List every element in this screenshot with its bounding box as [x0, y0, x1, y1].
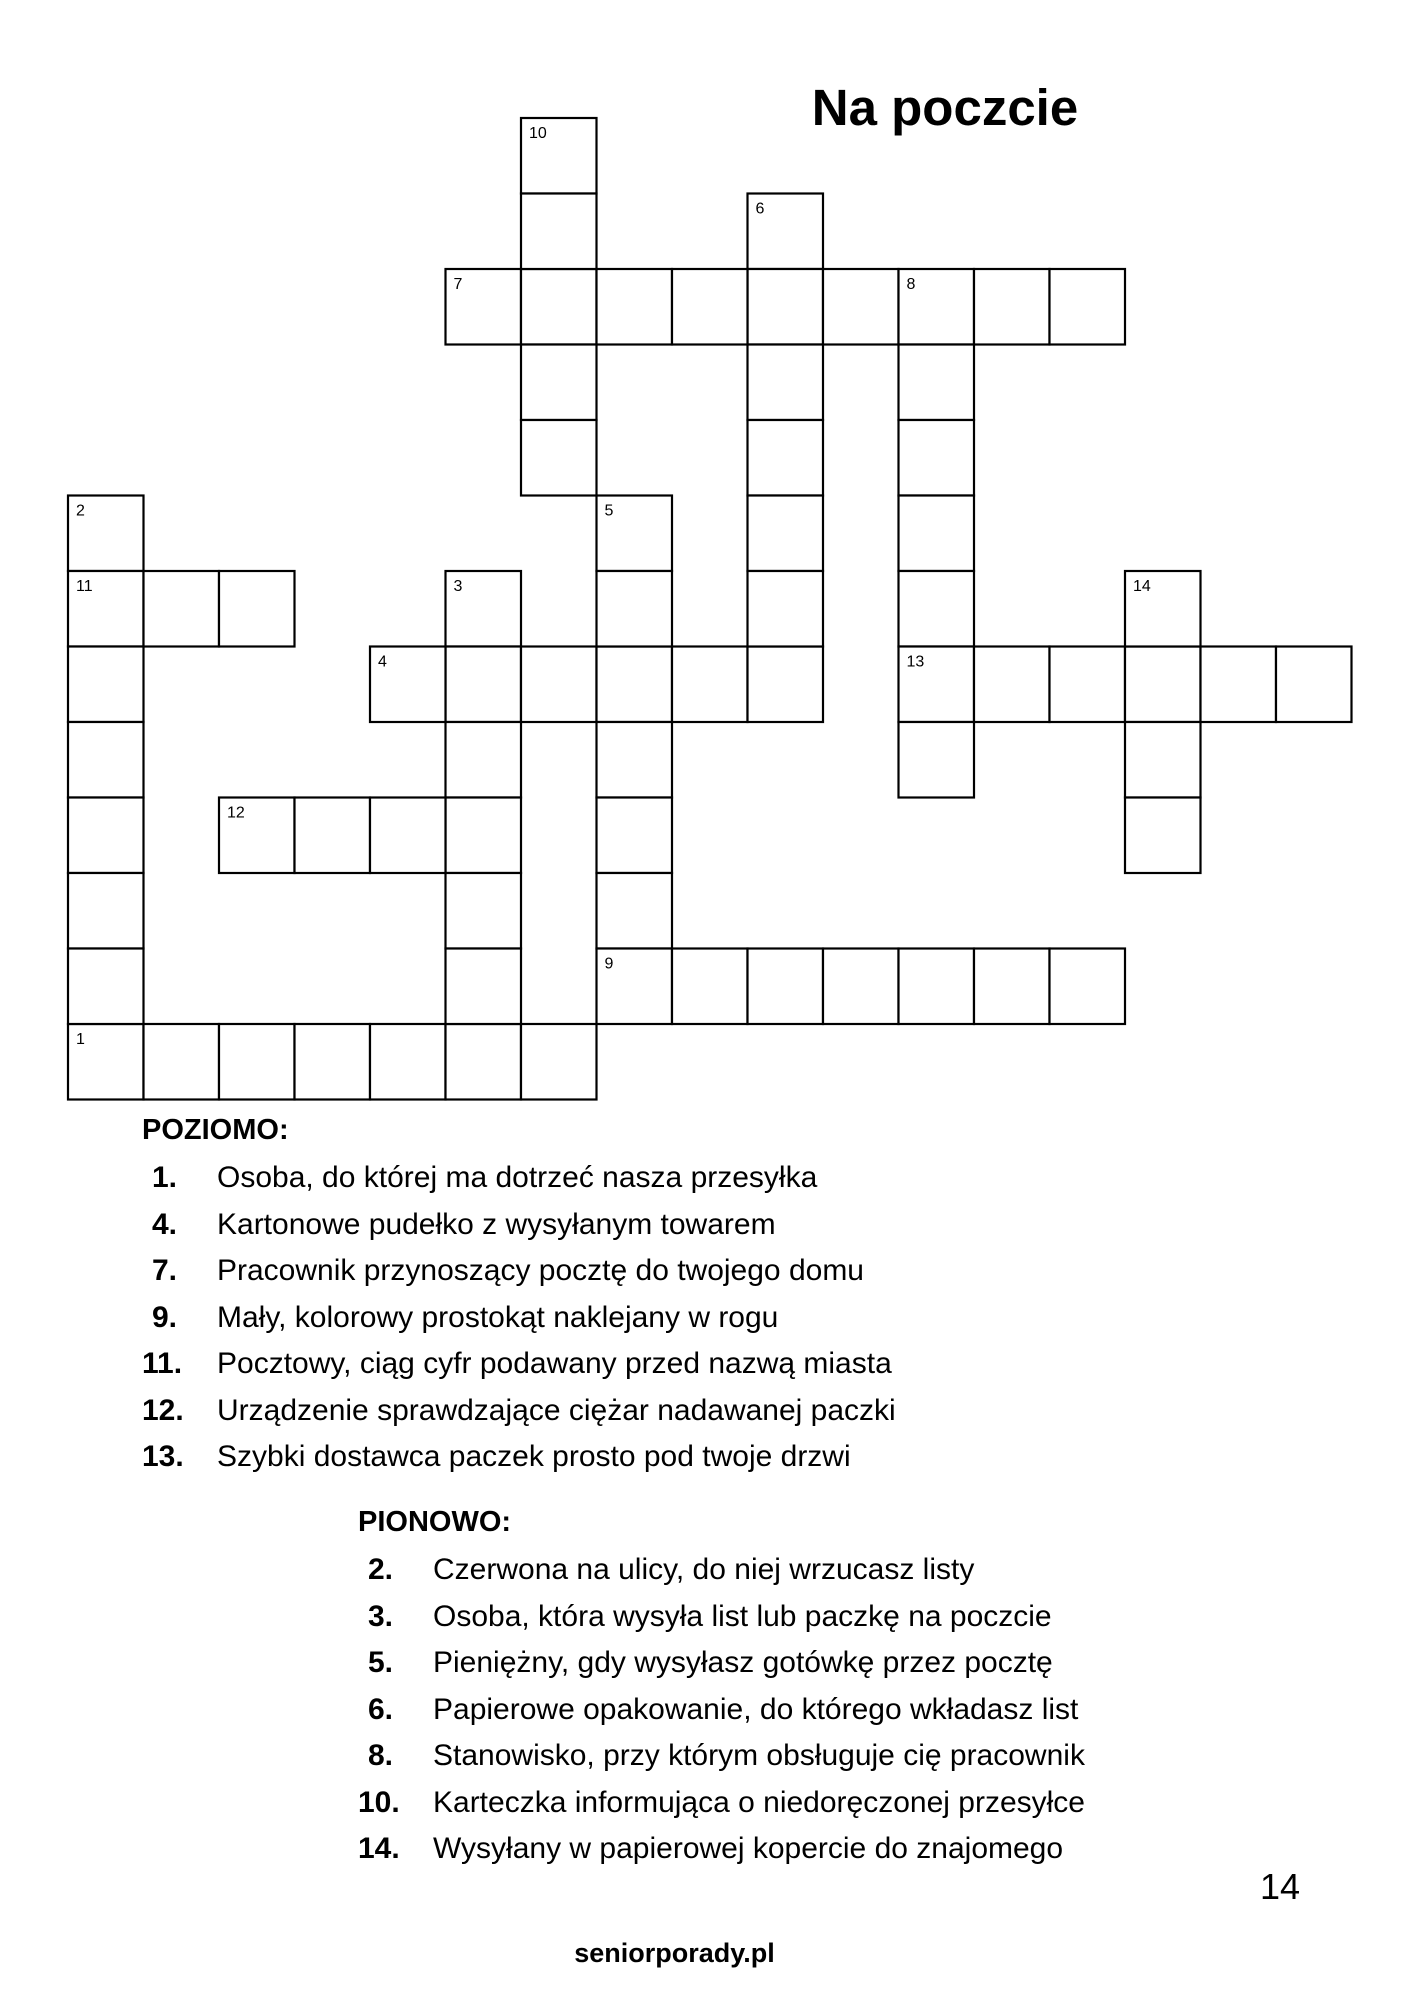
crossword-clue-number: 12	[227, 804, 245, 822]
down-clue-list	[358, 1547, 1085, 1873]
crossword-cell[interactable]	[899, 949, 975, 1025]
clue-item	[358, 1826, 1085, 1873]
clue-text: Karteczka informująca o niedoręczonej przesyłce	[433, 1785, 1085, 1819]
crossword-cell[interactable]	[521, 1024, 597, 1100]
crossword-clue-number: 11	[76, 578, 93, 595]
clue-item	[142, 1388, 896, 1435]
clue-text: Papierowe opakowanie, do którego wkładasz list	[433, 1692, 1079, 1726]
across-heading: POZIOMO:	[142, 1114, 289, 1146]
clue-number: 11.	[142, 1347, 183, 1380]
crossword-cell[interactable]	[1125, 647, 1201, 723]
down-heading: PIONOWO:	[358, 1506, 512, 1538]
crossword-cell[interactable]	[446, 873, 522, 949]
across-clue-list	[142, 1155, 896, 1481]
crossword-cell[interactable]	[597, 269, 673, 345]
clue-number: 14.	[358, 1832, 400, 1865]
crossword-cell[interactable]	[521, 420, 597, 496]
clue-text: Urządzenie sprawdzające ciężar nadawanej paczki	[217, 1393, 896, 1427]
clue-item	[142, 1202, 896, 1249]
crossword-cell[interactable]	[1201, 647, 1277, 723]
crossword-cell[interactable]	[1125, 722, 1201, 798]
crossword-clue-number: 3	[453, 578, 463, 595]
crossword-cell[interactable]	[597, 873, 673, 949]
clue-text: Mały, kolorowy prostokąt naklejany w rogu	[217, 1300, 779, 1334]
crossword-cell[interactable]	[521, 647, 597, 723]
crossword-cell[interactable]	[219, 571, 295, 647]
clue-text: Stanowisko, przy którym obsługuje cię pracownik	[433, 1739, 1085, 1772]
crossword-cell[interactable]	[823, 949, 899, 1025]
clue-item	[358, 1640, 1085, 1687]
clue-number: 2.	[367, 1553, 393, 1586]
clue-text: Pocztowy, ciąg cyfr podawany przed nazwą miasta	[217, 1347, 892, 1380]
crossword-clue-number: 5	[604, 502, 614, 520]
clue-item	[142, 1155, 896, 1202]
crossword-cell[interactable]	[748, 345, 824, 421]
clue-text: Czerwona na ulicy, do niej wrzucasz listy	[433, 1553, 975, 1586]
down-clues-section	[358, 1506, 1085, 1873]
clue-item	[358, 1687, 1085, 1734]
crossword-cell[interactable]	[295, 1024, 371, 1100]
crossword-cell[interactable]	[1050, 949, 1126, 1025]
page-number: 14	[1260, 1866, 1301, 1907]
crossword-cell[interactable]	[597, 647, 673, 723]
clue-number: 8.	[367, 1739, 393, 1772]
clue-item	[358, 1594, 1085, 1641]
crossword-cell[interactable]	[68, 798, 144, 874]
crossword-clue-number: 4	[378, 653, 387, 671]
crossword-cell[interactable]	[899, 345, 975, 421]
clue-item	[142, 1341, 896, 1388]
footer-site-name: seniorporady.pl	[574, 1938, 775, 1968]
crossword-cell[interactable]	[748, 571, 824, 647]
across-clues-section	[142, 1114, 896, 1481]
crossword-clue-number: 7	[453, 276, 463, 293]
clue-number: 6.	[367, 1692, 393, 1726]
crossword-cell[interactable]	[823, 269, 899, 345]
clue-item	[142, 1248, 896, 1295]
crossword-clue-number: 6	[755, 200, 765, 218]
crossword-cell[interactable]	[899, 496, 975, 572]
crossword-cell[interactable]	[672, 949, 748, 1025]
crossword-cell[interactable]	[446, 1024, 522, 1100]
crossword-cell[interactable]	[219, 1024, 295, 1100]
clue-text: Wysyłany w papierowej kopercie do znajomego	[433, 1832, 1064, 1865]
crossword-cell[interactable]	[1276, 647, 1352, 723]
crossword-clue-number: 10	[529, 125, 547, 142]
crossword-cell[interactable]	[748, 420, 824, 496]
crossword-cell[interactable]	[370, 798, 446, 874]
crossword-cell[interactable]	[974, 269, 1050, 345]
crossword-cell[interactable]	[899, 571, 975, 647]
clue-item	[142, 1295, 896, 1342]
crossword-cell[interactable]	[144, 1024, 220, 1100]
crossword-cell[interactable]	[521, 269, 597, 345]
clue-item	[358, 1547, 1085, 1594]
clue-text: Kartonowe pudełko z wysyłanym towarem	[217, 1207, 776, 1241]
crossword-cell[interactable]	[1050, 269, 1126, 345]
crossword-cell[interactable]	[748, 949, 824, 1025]
page-title: Na poczcie	[811, 79, 1079, 136]
crossword-cell[interactable]	[748, 496, 824, 572]
crossword-clue-number: 13	[906, 653, 925, 671]
crossword-clue-number: 1	[76, 1031, 85, 1048]
crossword-cell[interactable]	[672, 647, 748, 723]
crossword-clue-number: 9	[604, 955, 614, 973]
crossword-cell[interactable]	[597, 722, 673, 798]
crossword-cell[interactable]	[144, 571, 220, 647]
crossword-cell[interactable]	[295, 798, 371, 874]
crossword-clue-number: 8	[906, 276, 916, 293]
crossword-clue-number: 14	[1133, 578, 1151, 595]
crossword-cell[interactable]	[1050, 647, 1126, 723]
clue-number: 5.	[367, 1646, 393, 1679]
clue-text: Osoba, do której ma dotrzeć nasza przesyłka	[217, 1161, 818, 1194]
crossword-cell[interactable]	[446, 798, 522, 874]
crossword-cell[interactable]	[899, 722, 975, 798]
crossword-clue-number: 2	[76, 502, 85, 520]
crossword-cell[interactable]	[446, 647, 522, 723]
clue-number: 3.	[367, 1599, 393, 1633]
clue-item	[358, 1780, 1085, 1827]
crossword-cell[interactable]	[521, 345, 597, 421]
clue-item	[358, 1733, 1085, 1780]
crossword-cell[interactable]	[748, 269, 824, 345]
clue-text: Szybki dostawca paczek prosto pod twoje drzwi	[217, 1440, 851, 1473]
crossword-cell[interactable]	[68, 873, 144, 949]
crossword-cell[interactable]	[446, 722, 522, 798]
clue-number: 12.	[142, 1393, 184, 1427]
crossword-cell[interactable]	[68, 647, 144, 723]
crossword-cell[interactable]	[68, 722, 144, 798]
crossword-cell[interactable]	[974, 647, 1050, 723]
clue-number: 4.	[151, 1207, 177, 1241]
clue-number: 1.	[151, 1161, 177, 1194]
crossword-cell[interactable]	[521, 194, 597, 270]
crossword-cell[interactable]	[597, 798, 673, 874]
crossword-cell[interactable]	[748, 647, 824, 723]
clue-text: Pieniężny, gdy wysyłasz gotówkę przez pocztę	[433, 1646, 1053, 1679]
crossword-cell[interactable]	[446, 949, 522, 1025]
crossword-cell[interactable]	[1125, 798, 1201, 874]
crossword-cell[interactable]	[370, 1024, 446, 1100]
clue-number: 13.	[142, 1440, 184, 1473]
clue-number: 7.	[151, 1254, 177, 1287]
clue-text: Osoba, która wysyła list lub paczkę na poczcie	[433, 1599, 1052, 1633]
crossword-cell[interactable]	[68, 949, 144, 1025]
crossword-cell[interactable]	[672, 269, 748, 345]
crossword-cell[interactable]	[974, 949, 1050, 1025]
clue-number: 9.	[151, 1300, 177, 1334]
crossword-cell[interactable]	[597, 571, 673, 647]
clue-number: 10.	[358, 1785, 400, 1819]
clue-text: Pracownik przynoszący pocztę do twojego domu	[217, 1254, 864, 1287]
clue-item	[142, 1434, 896, 1481]
crossword-cell[interactable]	[899, 420, 975, 496]
